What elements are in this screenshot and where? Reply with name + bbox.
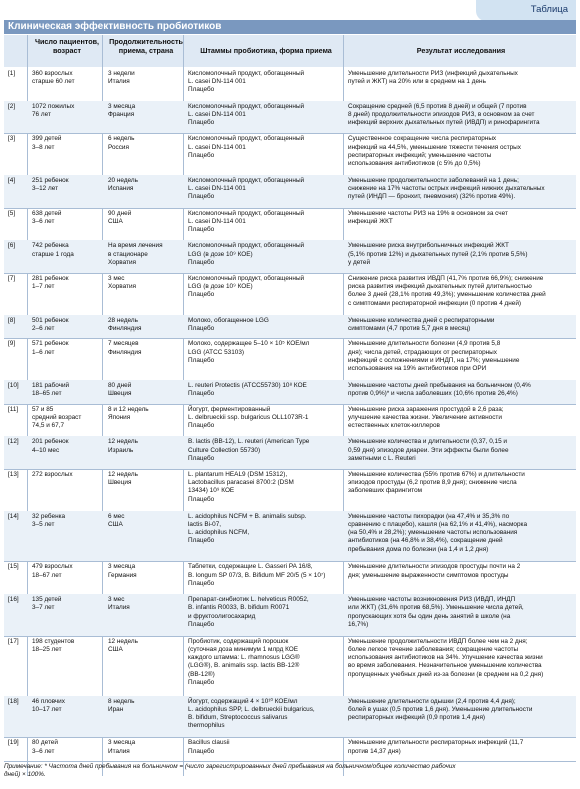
row-patients: 501 ребенок 2–6 лет xyxy=(32,316,69,332)
row-strains: L. plantarum HEAL9 (DSM 15312), Lactobacillus paracasei 8700:2 (DSM 13434) 10⁹ КОЕ Плацебо xyxy=(188,471,294,503)
row-ref: [10] xyxy=(8,382,19,390)
row-duration: 3 мес Италия xyxy=(108,596,130,612)
row-duration: 3 месяца Франция xyxy=(108,102,136,118)
table-tab xyxy=(476,0,576,21)
row-result: Уменьшение количества (55% против 67%) и длительности эпизодов простуды (6,2 против 8,9 дня); снижение числа заболевших фарингитом xyxy=(348,471,525,495)
row-result: Снижение риска развития ИВДП (41,7% против 66,9%); снижение риска развития инфекций дыхательных путей длительностью более 3 дней (28,1% против 49,3%); уменьшение количества дней с симптомами респираторной инфекции (0 против 4 дней) xyxy=(348,275,546,307)
row-patients: 360 взрослых старше 60 лет xyxy=(32,70,75,86)
row-duration: 90 дней США xyxy=(108,209,132,225)
table-tab-label: Таблица xyxy=(530,4,568,15)
row-result: Уменьшение длительности респираторных инфекций (11,7 против 14,37 дня) xyxy=(348,739,524,755)
row-patients: 198 студентов 18–25 лет xyxy=(32,637,75,654)
row-duration: 6 недель Россия xyxy=(108,135,135,151)
row-result: Существенное сокращение числа респираторных инфекций на 44,5%, уменьшение тяжести течения острых респираторных инфекций; уменьшение частоты использования антибиотиков (с 5% до 0,5%) xyxy=(348,135,521,167)
table-row xyxy=(4,315,576,340)
table-row xyxy=(4,737,576,762)
row-strains: B. lactis (BB-12), L. reuteri (American Type Culture Collection 55730) Плацебо xyxy=(188,438,310,462)
row-ref: [3] xyxy=(8,135,16,143)
row-duration: 7 месяцев Финляндия xyxy=(108,340,142,356)
row-result: Уменьшение продолжительности заболеваний на 1 день; снижение на 17% частоты острых инфекций нижних дыхательных путей (ИНДП — бронхит, пневмония) (32% против 49%). xyxy=(348,177,545,201)
row-ref: [19] xyxy=(8,739,19,747)
row-patients: 46 пловчих 10–17 лет xyxy=(32,697,65,713)
table-row xyxy=(4,273,576,316)
row-duration: 8 недель Иран xyxy=(108,697,135,713)
row-patients: 399 детей 3–8 лет xyxy=(32,135,62,151)
table-row xyxy=(4,511,576,563)
row-strains: Йогурт, ферментированный L. delbrueckii ssp. bulgaricus OLL1073R-1 Плацебо xyxy=(188,405,309,430)
table-row xyxy=(4,133,576,176)
row-duration: 6 мес США xyxy=(108,512,125,528)
header-result: Результат исследования xyxy=(416,46,506,55)
row-patients: 1072 пожилых 76 лет xyxy=(32,102,75,118)
table-row xyxy=(4,175,576,209)
row-patients: 742 ребенка старше 1 года xyxy=(32,242,74,258)
table-row xyxy=(4,436,576,470)
row-strains: Кисломолочный продукт, обогащенный LGG (в дозе 10⁹ КОЕ) Плацебо xyxy=(188,242,305,266)
table-row xyxy=(4,561,576,595)
row-strains: Кисломолочный продукт, обогащенный L. casei DN-114 001 Плацебо xyxy=(188,135,305,159)
row-strains: Препарат-синбиотик L. helveticus R0052, B. infantis R0033, B. bifidum R0071 и фруктоолигосахарид Плацебо xyxy=(188,596,309,628)
table-row xyxy=(4,208,576,242)
row-patients: 638 детей 3–6 лет xyxy=(32,209,62,225)
row-strains: Кисломолочный продукт, обогащенный L. casei DN-114 001 Плацебо xyxy=(188,70,305,94)
header-strains: Штаммы пробиотика, форма приема xyxy=(200,46,332,55)
table-row xyxy=(4,101,576,135)
row-strains: Таблетки, содержащие L. Gasseri PA 16/8, B. longum SP 07/3, B. Bifidum MF 20/5 (5 × 10⁷) Плацебо xyxy=(188,563,326,587)
row-strains: Пробиотик, содержащий порошок (суточная доза минимум 1 млрд КОЕ каждого штамма: L. rhamnosus LGG® (LGG®), B. animalis ssp. lactis BB-12® (BB-12®) Плацебо xyxy=(188,637,300,686)
row-result: Уменьшение длительности РИЗ (инфекций дыхательных путей и ЖКТ) на 20% или в среднем на 1 день xyxy=(348,70,518,86)
row-ref: [9] xyxy=(8,340,16,348)
row-duration: 8 и 12 недель Япония xyxy=(108,405,149,421)
row-ref: [16] xyxy=(8,596,19,604)
row-duration: 20 недель Испания xyxy=(108,177,138,193)
row-strains: L. reuteri Protectis (ATCC55730) 10⁸ КОЕ Плацебо xyxy=(188,382,307,398)
row-duration: 12 недель Израиль xyxy=(108,438,138,454)
table-row xyxy=(4,380,576,405)
row-result: Уменьшение частоты дней пребывания на больничном (0,4% против 0,9%)* и числа заболевших (10,6% против 26,4%) xyxy=(348,382,531,398)
row-strains: Кисломолочный продукт, обогащенный LGG (в дозе 10⁹ КОЕ) Плацебо xyxy=(188,275,305,299)
table-row xyxy=(4,469,576,512)
row-duration: 3 месяца Италия xyxy=(108,739,136,755)
row-result: Уменьшение частоты возникновения РИЗ (ИВДП, ИНДП или ЖКТ) (31,6% против 68,5%). Уменьшение числа детей, пропускающих хотя бы один день занятий в школе (на 16,7%) xyxy=(348,596,524,628)
table-row xyxy=(4,338,576,381)
row-duration: 12 недель Швеция xyxy=(108,471,138,487)
row-ref: [17] xyxy=(8,637,19,645)
row-ref: [4] xyxy=(8,177,16,185)
row-ref: [12] xyxy=(8,438,19,446)
row-result: Уменьшение количества дней с респираторными симптомами (4,7 против 5,7 дня в месяц) xyxy=(348,316,495,332)
row-ref: [2] xyxy=(8,102,16,110)
table-row xyxy=(4,68,576,102)
row-result: Уменьшение частоты РИЗ на 19% в основном за счет инфекций ЖКТ xyxy=(348,209,508,225)
table-row xyxy=(4,240,576,274)
table-header xyxy=(4,35,576,67)
row-duration: 3 мес Хорватия xyxy=(108,275,136,291)
row-ref: [6] xyxy=(8,242,16,250)
row-ref: [7] xyxy=(8,275,16,283)
row-patients: 479 взрослых 18–67 лет xyxy=(32,563,73,579)
row-result: Уменьшение риска заражения простудой в 2,6 раза; улучшение качества жизни. Увеличение активности естественных клеток-киллеров xyxy=(348,405,504,430)
row-strains: L. acidophilus NCFM + B. animalis subsp. lactis Bi-07, L. acidophilus NCFM, Плацебо xyxy=(188,512,307,545)
header-duration: Продолжительность приема, страна xyxy=(109,37,183,55)
row-patients: 571 ребенок 1–6 лет xyxy=(32,340,69,356)
row-strains: Йогурт, содержащий 4 × 10¹⁰ КОЕ/мл L. acidophilus SPP, L. delbrueckii bulgaricus, B. bifidum, Streptococcus salivarus thermophilus xyxy=(188,697,315,730)
row-strains: Кисломолочный продукт, обогащенный L. casei DN-114 001 Плацебо xyxy=(188,102,305,127)
row-ref: [14] xyxy=(8,512,19,520)
row-duration: На время лечения в стационаре Хорватия xyxy=(108,242,163,266)
row-result: Уменьшение количества и длительности (0,37, 0,15 и 0,59 дня) эпизодов диареи. Эти эффекты были более заметными с L. Reuteri xyxy=(348,438,509,462)
row-result: Уменьшение частоты пихорадки (на 47,4% и 35,3% по сравнению с плацебо), кашля (на 62,1% и 41,4%), насморка (на 50,4% и 28,2%); уменьшение частоты использования антибиотиков (на 46,8% и 38,4%), сокращение дней пребывания дома по болезни (на 1,4 и 1,2 дня) xyxy=(348,512,528,553)
row-patients: 201 ребенок 4–10 мес xyxy=(32,438,69,454)
row-duration: 28 недель Финляндия xyxy=(108,316,142,332)
table-title-bar xyxy=(4,20,576,34)
table-row xyxy=(4,636,576,697)
row-patients: 135 детей 3–7 лет xyxy=(32,596,62,612)
row-ref: [15] xyxy=(8,563,19,571)
row-ref: [13] xyxy=(8,471,19,478)
row-result: Сокращение средней (6,5 против 8 дней) и общей (7 против 8 дней) продолжительности эпизодов РИЗ, в основном за счет инфекций верхних дыхательных путей (ИВДП) и ринофарингита xyxy=(348,102,540,127)
row-patients: 80 детей 3–6 лет xyxy=(32,739,58,755)
row-duration: 12 недель США xyxy=(108,637,138,654)
row-result: Уменьшение длительности болезни (4,9 против 5,8 дня); числа детей, страдающих от респираторных инфекций с осложнениями и ИНДП, на 17%; уменьшение использования на 19% антибиотиков при ОРИ xyxy=(348,340,520,372)
row-strains: Молоко, обогащенное LGG Плацебо xyxy=(188,316,269,332)
row-duration: 3 недели Италия xyxy=(108,70,135,86)
table-row xyxy=(4,594,576,637)
row-duration: 3 месяца Германия xyxy=(108,563,137,579)
row-result: Уменьшение риска внутрибольничных инфекций ЖКТ (5,1% против 12%) и дыхательных путей (2,1% против 5,5%) у детей xyxy=(348,242,528,266)
row-patients: 281 ребенок 1–7 лет xyxy=(32,275,69,291)
row-ref: [18] xyxy=(8,697,19,705)
row-ref: [8] xyxy=(8,316,16,324)
row-ref: [5] xyxy=(8,209,16,217)
row-patients: 57 и 85 средний возраст 74,5 и 67,7 xyxy=(32,405,82,430)
row-result: Уменьшение длительности эпизодов простуды почти на 2 дня; уменьшение выраженности симптомов простуды xyxy=(348,563,521,579)
table-row xyxy=(4,696,576,739)
row-strains: Молоко, содержащее 5–10 × 10⁵ КОЕ/мл LGG (ATCC 53103) Плацебо xyxy=(188,340,310,364)
header-patients: Число пациентов, возраст xyxy=(34,37,100,55)
table-title: Клиническая эффективность пробиотиков xyxy=(8,21,222,32)
table-note: Примечание: * Частота дней пребывания на больничном = (число зарегистрированных дней пребывания на больничном/общее количество рабочих дней) × 100%. xyxy=(4,763,456,779)
row-strains: Кисломолочный продукт, обогащенный L. casei DN-114 001 Плацебо xyxy=(188,177,305,201)
row-duration: 80 дней Швеция xyxy=(108,382,132,398)
row-ref: [1] xyxy=(8,70,16,77)
row-patients: 32 ребенка 3–5 лет xyxy=(32,512,66,528)
row-strains: Кисломолочный продукт, обогащенный L. casei DN-114 001 Плацебо xyxy=(188,209,305,234)
row-ref: [11] xyxy=(8,405,19,413)
row-result: Уменьшение продолжительности ИВДП более чем на 2 дня; более легкое течение заболевания; сокращение частоты использования антибиотиков на 34%. Улучшение качества жизни во время заболевания. Незначительное уменьшение количества пропущенных учебных дней из-за болезни (в среднем на 0,2 дня) xyxy=(348,637,544,678)
row-patients: 181 рабочий 18–65 лет xyxy=(32,382,70,398)
row-patients: 272 взрослых xyxy=(32,471,73,478)
row-result: Уменьшение длительности одышки (2,4 против 4,4 дня); болей в ушах (0,5 против 1,6 дня). Уменьшение длительности респираторных инфекций (0,9 против 1,4 дня) xyxy=(348,697,533,722)
table-row xyxy=(4,404,576,438)
row-patients: 251 ребенок 3–12 лет xyxy=(32,177,69,193)
row-strains: Bacillus clausii Плацебо xyxy=(188,739,230,755)
